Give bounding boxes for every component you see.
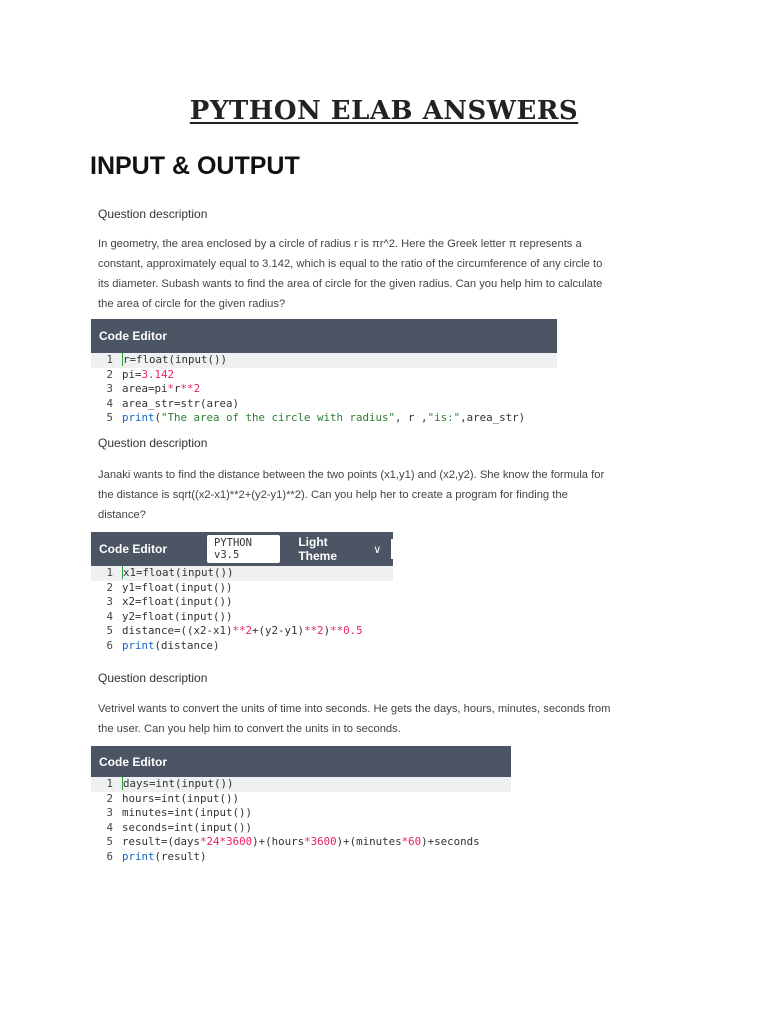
code-editor-3-header [91, 746, 511, 777]
code-line[interactable]: 3 area=pi*r**2 [91, 382, 557, 397]
line-number: 3 [106, 806, 113, 820]
code-editor-2[interactable] [91, 532, 393, 654]
code-line[interactable]: 1 x1=float(input()) [91, 566, 393, 581]
code-line[interactable]: 2 hours=int(input()) [91, 792, 511, 807]
code-editor-1-body[interactable] [91, 353, 557, 426]
text-cursor: d [123, 777, 130, 790]
code-editor-label: Code Editor [99, 754, 167, 769]
code-editor-label: Code Editor [99, 329, 167, 343]
code-line[interactable]: 1 r=float(input()) [91, 353, 557, 368]
code-line[interactable]: 1 days=int(input()) [91, 777, 511, 792]
code-line[interactable]: 2 pi=3.142 [91, 368, 557, 383]
chevron-down-icon[interactable]: ∨ [373, 543, 382, 556]
line-number: 2 [106, 791, 113, 805]
line-number: 1 [106, 777, 113, 790]
code-line[interactable]: 4 seconds=int(input()) [91, 821, 511, 836]
code-line[interactable]: 5 result=(days*24*3600)+(hours*3600)+(minutes*60)+seconds [91, 835, 511, 850]
line-number: 5 [106, 624, 113, 638]
line-number: 5 [106, 411, 113, 425]
text-cursor: r [123, 353, 130, 366]
line-number: 4 [106, 609, 113, 623]
code-editor-3-body[interactable] [91, 777, 511, 865]
line-number: 2 [106, 580, 113, 594]
code-line[interactable]: 5 distance=((x2-x1)**2+(y2-y1)**2)**0.5 [91, 624, 393, 639]
python-version-badge[interactable]: PYTHON v3.5 [207, 535, 280, 563]
question-1-line: In geometry, the area enclosed by a circle of radius r is πr^2. Here the Greek letter π represents a [98, 238, 582, 250]
line-number: 2 [106, 367, 113, 381]
code-line[interactable]: 5 print("The area of the circle with radius", r ,"is:",area_str) [91, 411, 557, 426]
line-number: 6 [106, 849, 113, 863]
code-line[interactable]: 6 print(result) [91, 850, 511, 865]
line-number: 6 [106, 638, 113, 652]
section-title: INPUT & OUTPUT [90, 152, 300, 180]
code-editor-label: Code Editor [99, 542, 167, 556]
line-number: 1 [106, 566, 113, 579]
line-number: 5 [106, 835, 113, 849]
line-number: 1 [106, 353, 113, 366]
question-1-line: constant, approximately equal to 3.142, which is equal to the ratio of the circumference of any circle to [98, 258, 603, 270]
question-2-line: distance? [98, 509, 146, 521]
question-3-text [98, 699, 610, 739]
line-number: 3 [106, 382, 113, 396]
text-cursor: x [123, 566, 130, 579]
question-3-heading: Question description [98, 671, 208, 685]
line-number: 3 [106, 595, 113, 609]
question-1-line: its diameter. Subash wants to find the area of circle for the given radius. Can you help him to calculate [98, 278, 603, 290]
code-editor-3[interactable] [91, 746, 511, 865]
code-editor-2-body[interactable] [91, 566, 393, 654]
divider [391, 539, 393, 559]
theme-selector[interactable]: Light Theme [298, 535, 338, 563]
question-2-line: Janaki wants to find the distance between the two points (x1,y1) and (x2,y2). She know the formula for [98, 469, 605, 481]
code-editor-1[interactable] [91, 319, 557, 426]
code-editor-1-header [91, 319, 557, 353]
code-line[interactable]: 4 y2=float(input()) [91, 610, 393, 625]
question-1-line: the area of circle for the given radius? [98, 298, 286, 310]
question-1-text [98, 234, 602, 314]
line-number: 4 [106, 820, 113, 834]
question-2-line: the distance is sqrt((x2-x1)**2+(y2-y1)**2). Can you help her to create a program for finding the [98, 489, 568, 501]
page-title: PYTHON ELAB ANSWERS [189, 96, 579, 126]
code-line[interactable]: 4 area_str=str(area) [91, 397, 557, 412]
question-2-text [98, 465, 604, 525]
code-editor-2-header [91, 532, 393, 566]
question-3-line: the user. Can you help him to convert the units in to seconds. [98, 723, 401, 735]
code-line[interactable]: 3 minutes=int(input()) [91, 806, 511, 821]
question-3-line: Vetrivel wants to convert the units of time into seconds. He gets the days, hours, minutes, seconds from [98, 703, 611, 715]
line-number: 4 [106, 396, 113, 410]
question-1-heading: Question description [98, 207, 208, 221]
code-line[interactable]: 3 x2=float(input()) [91, 595, 393, 610]
code-line[interactable]: 6 print(distance) [91, 639, 393, 654]
question-2-heading: Question description [98, 436, 208, 450]
code-line[interactable]: 2 y1=float(input()) [91, 581, 393, 596]
